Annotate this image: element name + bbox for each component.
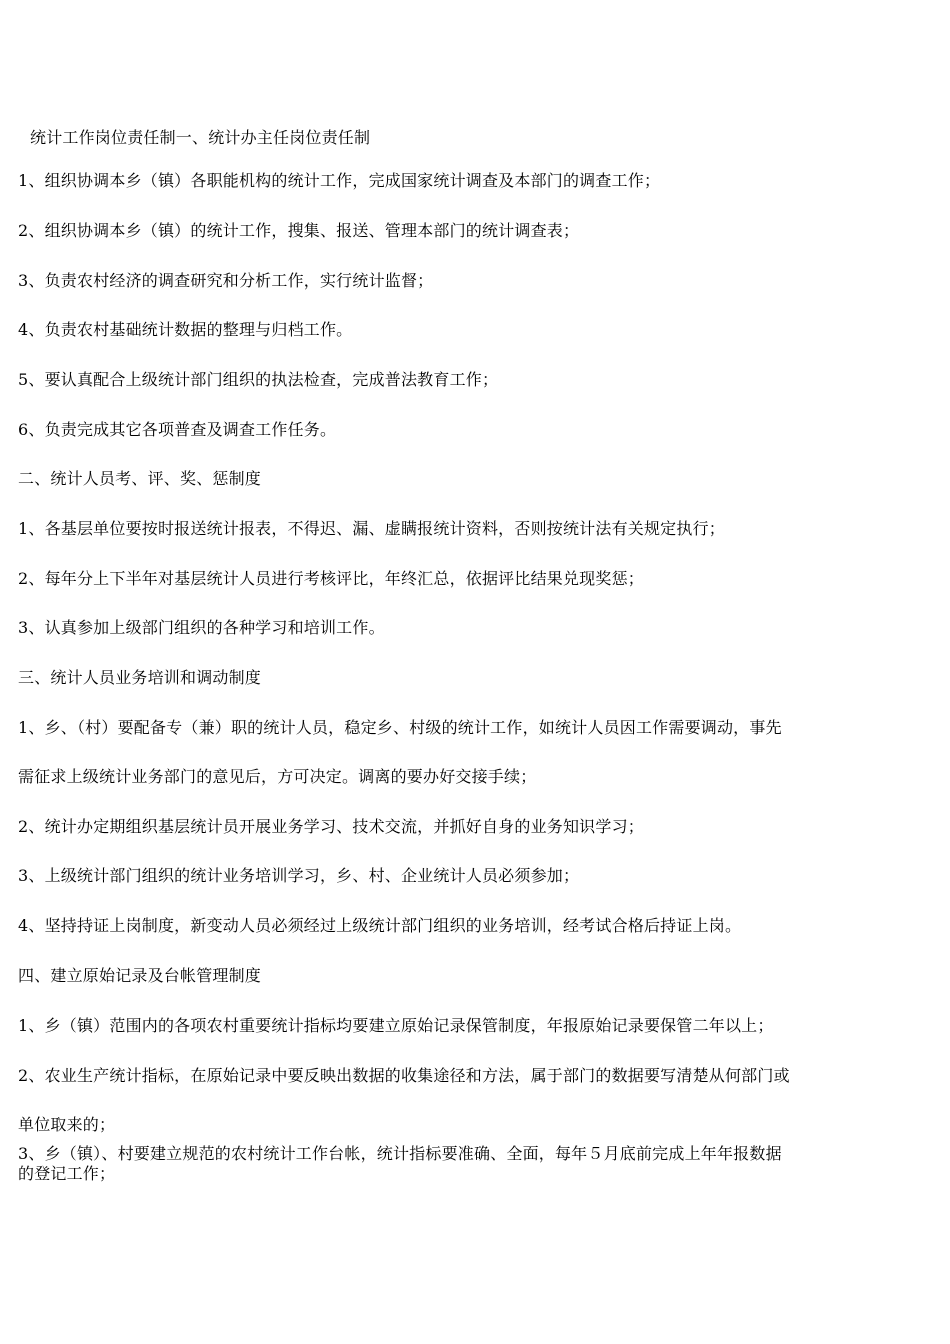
paragraph: 3、乡（镇）、村要建立规范的农村统计工作台帐，统计指标要准确、全面，每年５月底前完成上年年报数据 [18, 1144, 782, 1163]
paragraph: 4、负责农村基础统计数据的整理与归档工作。 [18, 320, 353, 339]
paragraph: 1、各基层单位要按时报送统计报表，不得迟、漏、虚瞒报统计资料，否则按统计法有关规定执行； [18, 519, 725, 538]
paragraph: 3、上级统计部门组织的统计业务培训学习，乡、村、企业统计人员必须参加； [18, 866, 580, 885]
paragraph: 的登记工作； [18, 1164, 116, 1183]
section-heading: 二、统计人员考、评、奖、惩制度 [18, 469, 262, 488]
section-heading: 三、统计人员业务培训和调动制度 [18, 668, 262, 687]
paragraph: 2、每年分上下半年对基层统计人员进行考核评比，年终汇总，依据评比结果兑现奖惩； [18, 569, 644, 588]
section-heading: 四、建立原始记录及台帐管理制度 [18, 966, 262, 985]
paragraph: 1、组织协调本乡（镇）各职能机构的统计工作，完成国家统计调查及本部门的调查工作； [18, 171, 661, 190]
paragraph: 单位取来的； [18, 1115, 116, 1134]
paragraph: 5、要认真配合上级统计部门组织的执法检查，完成普法教育工作； [18, 370, 499, 389]
paragraph: 1、乡、（村）要配备专（兼）职的统计人员，稳定乡、村级的统计工作，如统计人员因工作需要调动，事先 [18, 718, 782, 737]
paragraph: 需征求上级统计业务部门的意见后，方可决定。调离的要办好交接手续； [18, 767, 537, 786]
paragraph: 1、乡（镇）范围内的各项农村重要统计指标均要建立原始记录保管制度，年报原始记录要保管二年以上； [18, 1016, 774, 1035]
paragraph: 3、负责农村经济的调查研究和分析工作，实行统计监督； [18, 271, 434, 290]
paragraph: 2、农业生产统计指标，在原始记录中要反映出数据的收集途径和方法，属于部门的数据要写清楚从何部门或 [18, 1066, 790, 1085]
paragraph: 3、认真参加上级部门组织的各种学习和培训工作。 [18, 618, 385, 637]
paragraph: 2、组织协调本乡（镇）的统计工作，搜集、报送、管理本部门的统计调查表； [18, 221, 580, 240]
paragraph: 6、负责完成其它各项普查及调查工作任务。 [18, 420, 337, 439]
paragraph: 2、统计办定期组织基层统计员开展业务学习、技术交流，并抓好自身的业务知识学习； [18, 817, 644, 836]
paragraph: 4、坚持持证上岗制度，新变动人员必须经过上级统计部门组织的业务培训，经考试合格后持证上岗。 [18, 916, 742, 935]
document-title: 统计工作岗位责任制一、统计办主任岗位责任制 [30, 128, 371, 147]
